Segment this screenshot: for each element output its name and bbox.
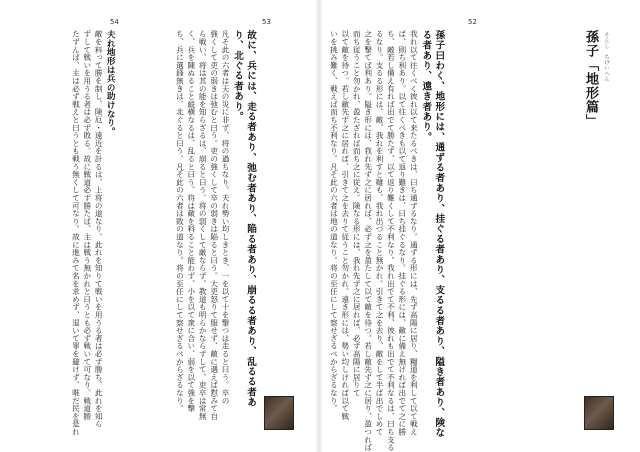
text-column: 凡そ此の六者は天の災に非ず、将の過ちなり。夫れ勢い均しきとき、一を以て十を撃つは走ると曰う。卒の xyxy=(221,30,231,405)
text-column: 敵を料って勝を制し、険厄・遠近を計るは、上将の道なり。此れを知りて戦いを用うる者は必ず勝ち、此れを知ら xyxy=(94,30,104,428)
page-52-text xyxy=(328,30,445,452)
text-column: ち、兵に選鋒無きは、北ぐると曰う。凡そ此の六者は敗の道なり。将の至任にして察せざるべからざるなり。 xyxy=(175,30,185,413)
chapter-title-ruby: そんし ちけいへん xyxy=(603,32,609,82)
text-column: 以て敵を待つ。若し敵先ず之に居れば、引きて之を去りて従うこと勿かれ。遠き形には、勢い均しければ以て戦 xyxy=(340,30,350,420)
text-column: 而ち従うこと勿かれ、盈たざれば而ち之に従え。険なる形には、我れ先ず之に居れば、必ず高陽に居りて xyxy=(352,30,362,397)
page-number-54: 54 xyxy=(110,18,119,26)
text-column: ずして戦いを用うる者は必ず敗る。故に戦道必ず勝たば、主は戦う無かれと曰うとも必ず戦いて可なり。戦道勝 xyxy=(82,30,92,420)
page-53-text xyxy=(174,30,257,426)
page-number-52: 52 xyxy=(468,18,477,26)
text-column: たずんば、主は必ず戦えと曰うとも戦う無くして可なり。故に進みて名を求めず、退いて罪を避けず、唯だ民を是れ xyxy=(71,30,81,436)
text-column: 強くして吏の弱きは弛むと曰う。吏の強くして卒の弱きは陥ると曰う。大吏怒りて服せず、敵に遇えば懟みて自 xyxy=(209,30,219,420)
text-column: く、兵を陳ぬること縦横なるは、乱ると曰う。将は敵を料ること能わず、小を以て衆に合い、弱を以て強を撃 xyxy=(186,30,196,413)
text-column: るなり。支るる形には、敵、我れを利すと雖も、我れ出づること無かれ。引きて之を去り、敵をして半ば出でしめて xyxy=(375,30,385,436)
text-column: 我れ以て往くべく彼れ以て来たるべきは、曰ち通ずるなり。通ずる形には、先ず高陽に居り、糧道を利して以て戦え xyxy=(409,30,419,436)
text-column: ら戦い、将は其の能を知らざるは、崩ると曰う。将の弱くして厳ならず、教道も明らかならずして、吏卒は常無 xyxy=(198,30,208,420)
text-column: いを挑み難く、戦えば而ち不利なり。凡そ此の六者は地の道なり。将の至任にして察せざるべからざるなり。 xyxy=(329,30,339,413)
text-column: ち、敵若し備え有れば出でて勝たず、以て返り難くして不利なり。我れ出でて不利、彼れも出でて不利なるは、曰ち支る xyxy=(386,30,396,452)
right-page xyxy=(322,8,618,452)
page-number-53: 53 xyxy=(262,18,271,26)
section-heading: 夫れ地形は兵の助けなり。 xyxy=(105,30,116,136)
chapter-title-block xyxy=(572,30,612,160)
text-column: ば、則ち利あり。以て往くべきも以て返り難きは、曰ち挂ぐるなり。挂ぐる形には、敵に備え無ければ出でて之に勝 xyxy=(397,30,407,436)
heading-column: り、北ぐる者あり。 xyxy=(232,30,244,122)
text-column: 之を撃てば利あり。隘き形には、我れ先ず之に居れば、必ず之を盈たして以て敵を待つ。若し敵先ず之に居り、盈つれば xyxy=(363,30,373,452)
page-54-text xyxy=(70,30,116,436)
chapter-thumbnail xyxy=(584,396,614,430)
heading-column: 故に、兵には、走る者あり、弛む者あり、陥る者あり、崩るる者あり、乱るる者あ xyxy=(245,30,257,408)
heading-column: る者あり、遠き者あり。 xyxy=(420,30,432,143)
chapter-title: 孫子「地形篇」 xyxy=(583,30,598,128)
left-page xyxy=(24,8,316,436)
heading-column: 孫子曰わく、地形には、通ずる者あり、挂ぐる者あり、支るる者あり、隘き者あり、険な xyxy=(433,30,445,438)
chapter-thumbnail xyxy=(264,396,294,430)
